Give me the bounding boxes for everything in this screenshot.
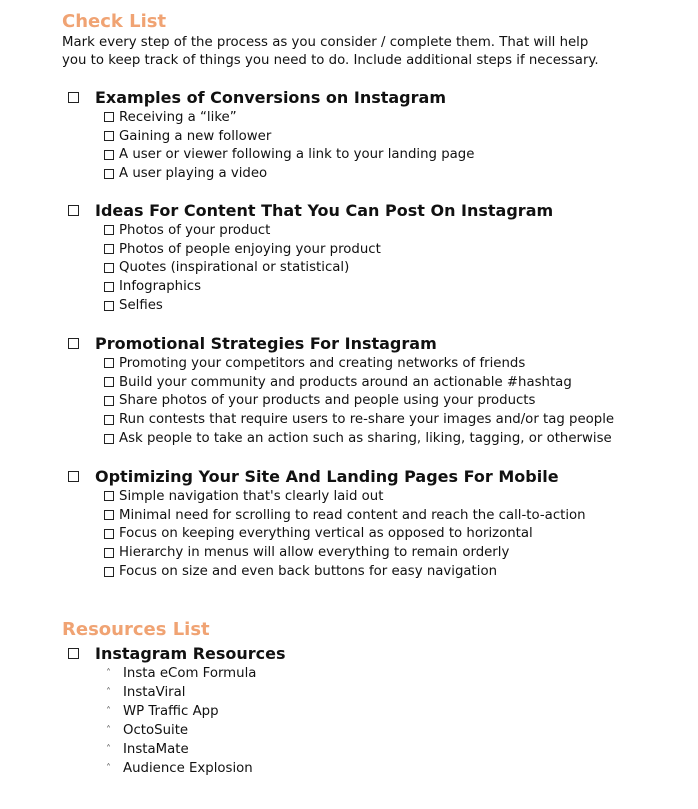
- checklist-item-label: Selfies: [119, 298, 163, 314]
- resources-title: Resources List: [62, 619, 210, 640]
- resource-item-label: WP Traffic App: [123, 704, 219, 719]
- checklist-item: [104, 259, 553, 278]
- checkbox[interactable]: [104, 434, 114, 444]
- checkbox[interactable]: [104, 548, 114, 558]
- resource-item: [106, 664, 286, 683]
- checklist-item: [104, 221, 553, 240]
- checkbox[interactable]: [104, 396, 114, 406]
- checkbox[interactable]: [68, 338, 79, 349]
- checklist-item: [104, 240, 553, 259]
- checkbox[interactable]: [104, 282, 114, 292]
- checkbox[interactable]: [68, 648, 79, 659]
- checklist-item-label: Focus on keeping everything vertical as opposed to horizontal: [119, 526, 533, 542]
- checkbox[interactable]: [104, 567, 114, 577]
- checklist-item-label: Photos of people enjoying your product: [119, 241, 381, 257]
- checklist-item-label: Share photos of your products and people using your products: [119, 393, 536, 409]
- checkbox[interactable]: [68, 205, 79, 216]
- arrow-up-bullet-icon: ˄: [106, 668, 111, 679]
- checkbox[interactable]: [104, 510, 114, 520]
- checkbox[interactable]: [104, 377, 114, 387]
- checkbox[interactable]: [104, 491, 114, 501]
- resource-item: [106, 721, 286, 740]
- arrow-up-bullet-icon: ˄: [106, 744, 111, 755]
- checklist-item-label: Simple navigation that's clearly laid out: [119, 488, 384, 504]
- checklist-item: [104, 127, 474, 146]
- checklist-item: [104, 429, 614, 448]
- resource-item-label: Audience Explosion: [123, 761, 253, 776]
- section-heading: Ideas For Content That You Can Post On Instagram: [95, 200, 554, 220]
- checkbox[interactable]: [68, 92, 79, 103]
- intro-line-1: Mark every step of the process as you consider / complete them. That will help: [62, 35, 589, 50]
- resource-item-label: InstaViral: [123, 685, 186, 700]
- section-heading: Promotional Strategies For Instagram: [95, 333, 437, 353]
- resource-item: [106, 702, 286, 721]
- checkbox[interactable]: [104, 131, 114, 141]
- checklist-item-label: A user or viewer following a link to your landing page: [119, 147, 475, 163]
- checkbox[interactable]: [104, 263, 114, 273]
- section-heading: Optimizing Your Site And Landing Pages For Mobile: [95, 466, 559, 486]
- checkbox[interactable]: [104, 169, 114, 179]
- checklist-item: [104, 562, 586, 581]
- arrow-up-bullet-icon: ˄: [106, 706, 111, 717]
- checklist-section: [68, 199, 553, 315]
- checkbox[interactable]: [104, 225, 114, 235]
- checklist-item: [104, 354, 614, 373]
- checklist-item: [104, 487, 586, 506]
- checklist-item: [104, 164, 474, 183]
- checklist-item: [104, 277, 553, 296]
- arrow-up-bullet-icon: ˄: [106, 725, 111, 736]
- checklist-item-label: Minimal need for scrolling to read content and reach the call-to-action: [119, 507, 586, 523]
- checklist-item: [104, 392, 614, 411]
- checklist-title: Check List: [62, 11, 167, 32]
- checklist-item-label: Receiving a “like”: [119, 109, 237, 125]
- resource-item: [106, 759, 286, 778]
- checklist-item-label: Photos of your product: [119, 222, 271, 238]
- intro-line-2: you to keep track of things you need to do. Include additional steps if necessary.: [62, 53, 599, 68]
- checklist-item-label: Infographics: [119, 279, 202, 295]
- checklist-item-label: Ask people to take an action such as sharing, liking, tagging, or otherwise: [119, 431, 612, 447]
- checkbox[interactable]: [104, 112, 114, 122]
- section-heading: Instagram Resources: [95, 643, 286, 663]
- checklist-item-label: Focus on size and even back buttons for easy navigation: [119, 564, 498, 580]
- checklist-item: [104, 506, 586, 525]
- checklist-item: [104, 108, 474, 127]
- arrow-up-bullet-icon: ˄: [106, 687, 111, 698]
- checkbox[interactable]: [104, 358, 114, 368]
- section-heading: Examples of Conversions on Instagram: [95, 87, 446, 107]
- checkbox[interactable]: [104, 244, 114, 254]
- checkbox[interactable]: [68, 471, 79, 482]
- checklist-item-label: Run contests that require users to re-share your images and/or tag people: [119, 412, 615, 428]
- checklist-item: [104, 296, 553, 315]
- resource-item: [106, 740, 286, 759]
- checklist-section: [68, 465, 586, 581]
- checkbox[interactable]: [104, 529, 114, 539]
- checklist-item-label: Build your community and products around an actionable #hashtag: [119, 374, 572, 390]
- arrow-up-bullet-icon: ˄: [106, 763, 111, 774]
- checklist-item: [104, 543, 586, 562]
- checklist-section: [68, 332, 614, 448]
- checklist-item: [104, 525, 586, 544]
- resource-item-label: InstaMate: [123, 742, 189, 757]
- checklist-item: [104, 373, 614, 392]
- resource-item-label: OctoSuite: [123, 723, 189, 738]
- checklist-item: [104, 410, 614, 429]
- checklist-intro: [62, 34, 662, 70]
- checklist-item-label: Promoting your competitors and creating networks of friends: [119, 355, 526, 371]
- checkbox[interactable]: [104, 150, 114, 160]
- resource-item: [106, 683, 286, 702]
- resources-section: [68, 642, 286, 778]
- resource-item-label: Insta eCom Formula: [123, 666, 257, 681]
- checklist-item-label: Hierarchy in menus will allow everything to remain orderly: [119, 545, 510, 561]
- checkbox[interactable]: [104, 301, 114, 311]
- checklist-item-label: Quotes (inspirational or statistical): [119, 260, 350, 276]
- checkbox[interactable]: [104, 415, 114, 425]
- checklist-item-label: A user playing a video: [119, 166, 268, 182]
- checklist-section: [68, 86, 474, 183]
- checklist-item-label: Gaining a new follower: [119, 128, 272, 144]
- checklist-item: [104, 146, 474, 165]
